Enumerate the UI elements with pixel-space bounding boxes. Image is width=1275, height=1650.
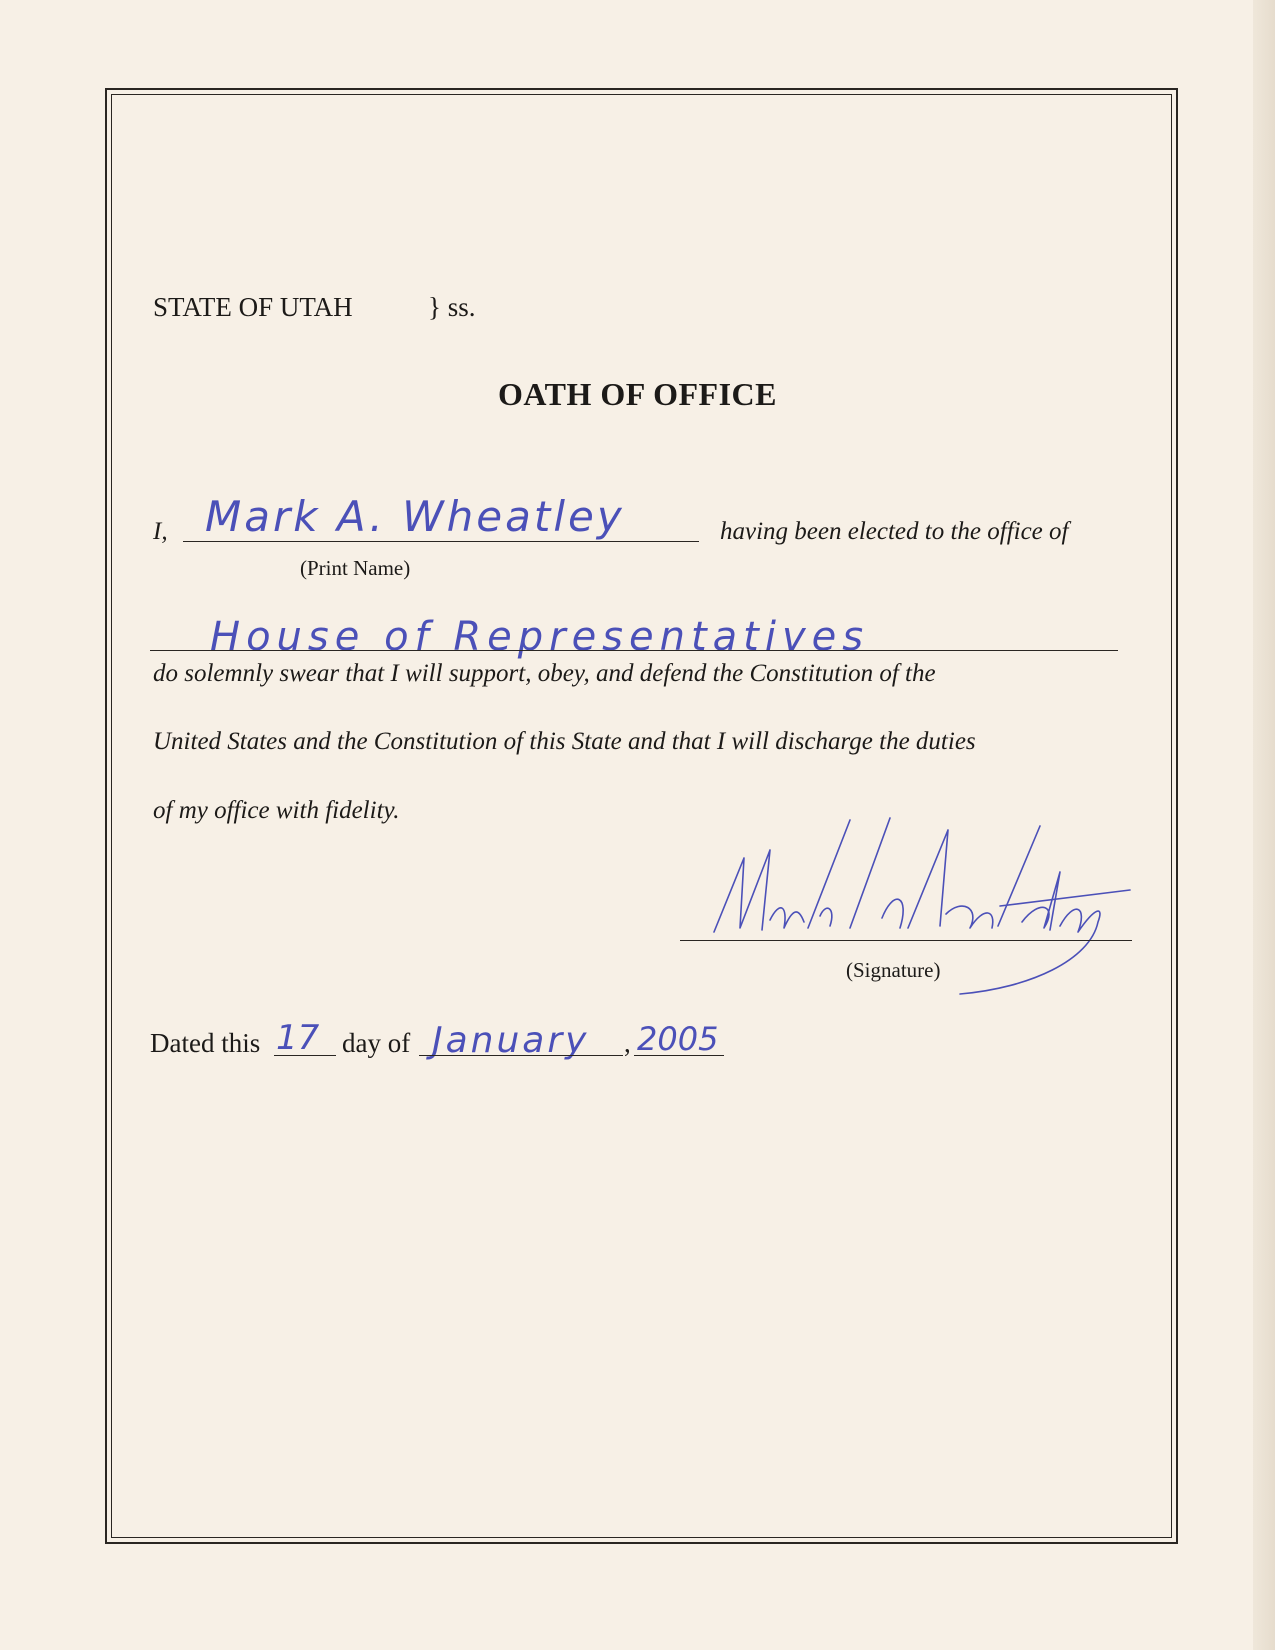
signature-line [680, 940, 1132, 941]
year-line [634, 1055, 724, 1056]
office-line [150, 650, 1118, 651]
paper-edge [1253, 0, 1275, 1650]
day-of-text: day of [342, 1028, 411, 1058]
signature-graphic [700, 810, 1200, 1010]
ss-notation: } ss. [428, 292, 476, 322]
dated-prefix: Dated this [150, 1028, 261, 1058]
oath-body-line-1: do solemnly swear that I will support, obey, and defend the Constitution of the [153, 660, 936, 687]
print-name-line [183, 541, 699, 542]
elected-text: having been elected to the office of [720, 518, 1069, 545]
handwritten-month: January [432, 1020, 590, 1061]
oath-prefix: I, [153, 518, 168, 545]
day-line [274, 1055, 336, 1056]
oath-body-line-3: of my office with fidelity. [153, 797, 400, 824]
month-line [419, 1055, 623, 1056]
print-name-label: (Print Name) [300, 556, 411, 580]
page-title: OATH OF OFFICE [498, 376, 777, 412]
state-heading: STATE OF UTAH [153, 292, 353, 322]
handwritten-name: Mark A. Wheatley [205, 492, 625, 541]
handwritten-day: 17 [276, 1018, 320, 1058]
handwritten-year: 2005 [637, 1020, 719, 1058]
signature-label: (Signature) [846, 958, 941, 982]
handwritten-office: House of Representatives [210, 614, 870, 660]
oath-body-line-2: United States and the Constitution of this State and that I will discharge the duties [153, 728, 976, 755]
date-comma: , [624, 1028, 631, 1058]
